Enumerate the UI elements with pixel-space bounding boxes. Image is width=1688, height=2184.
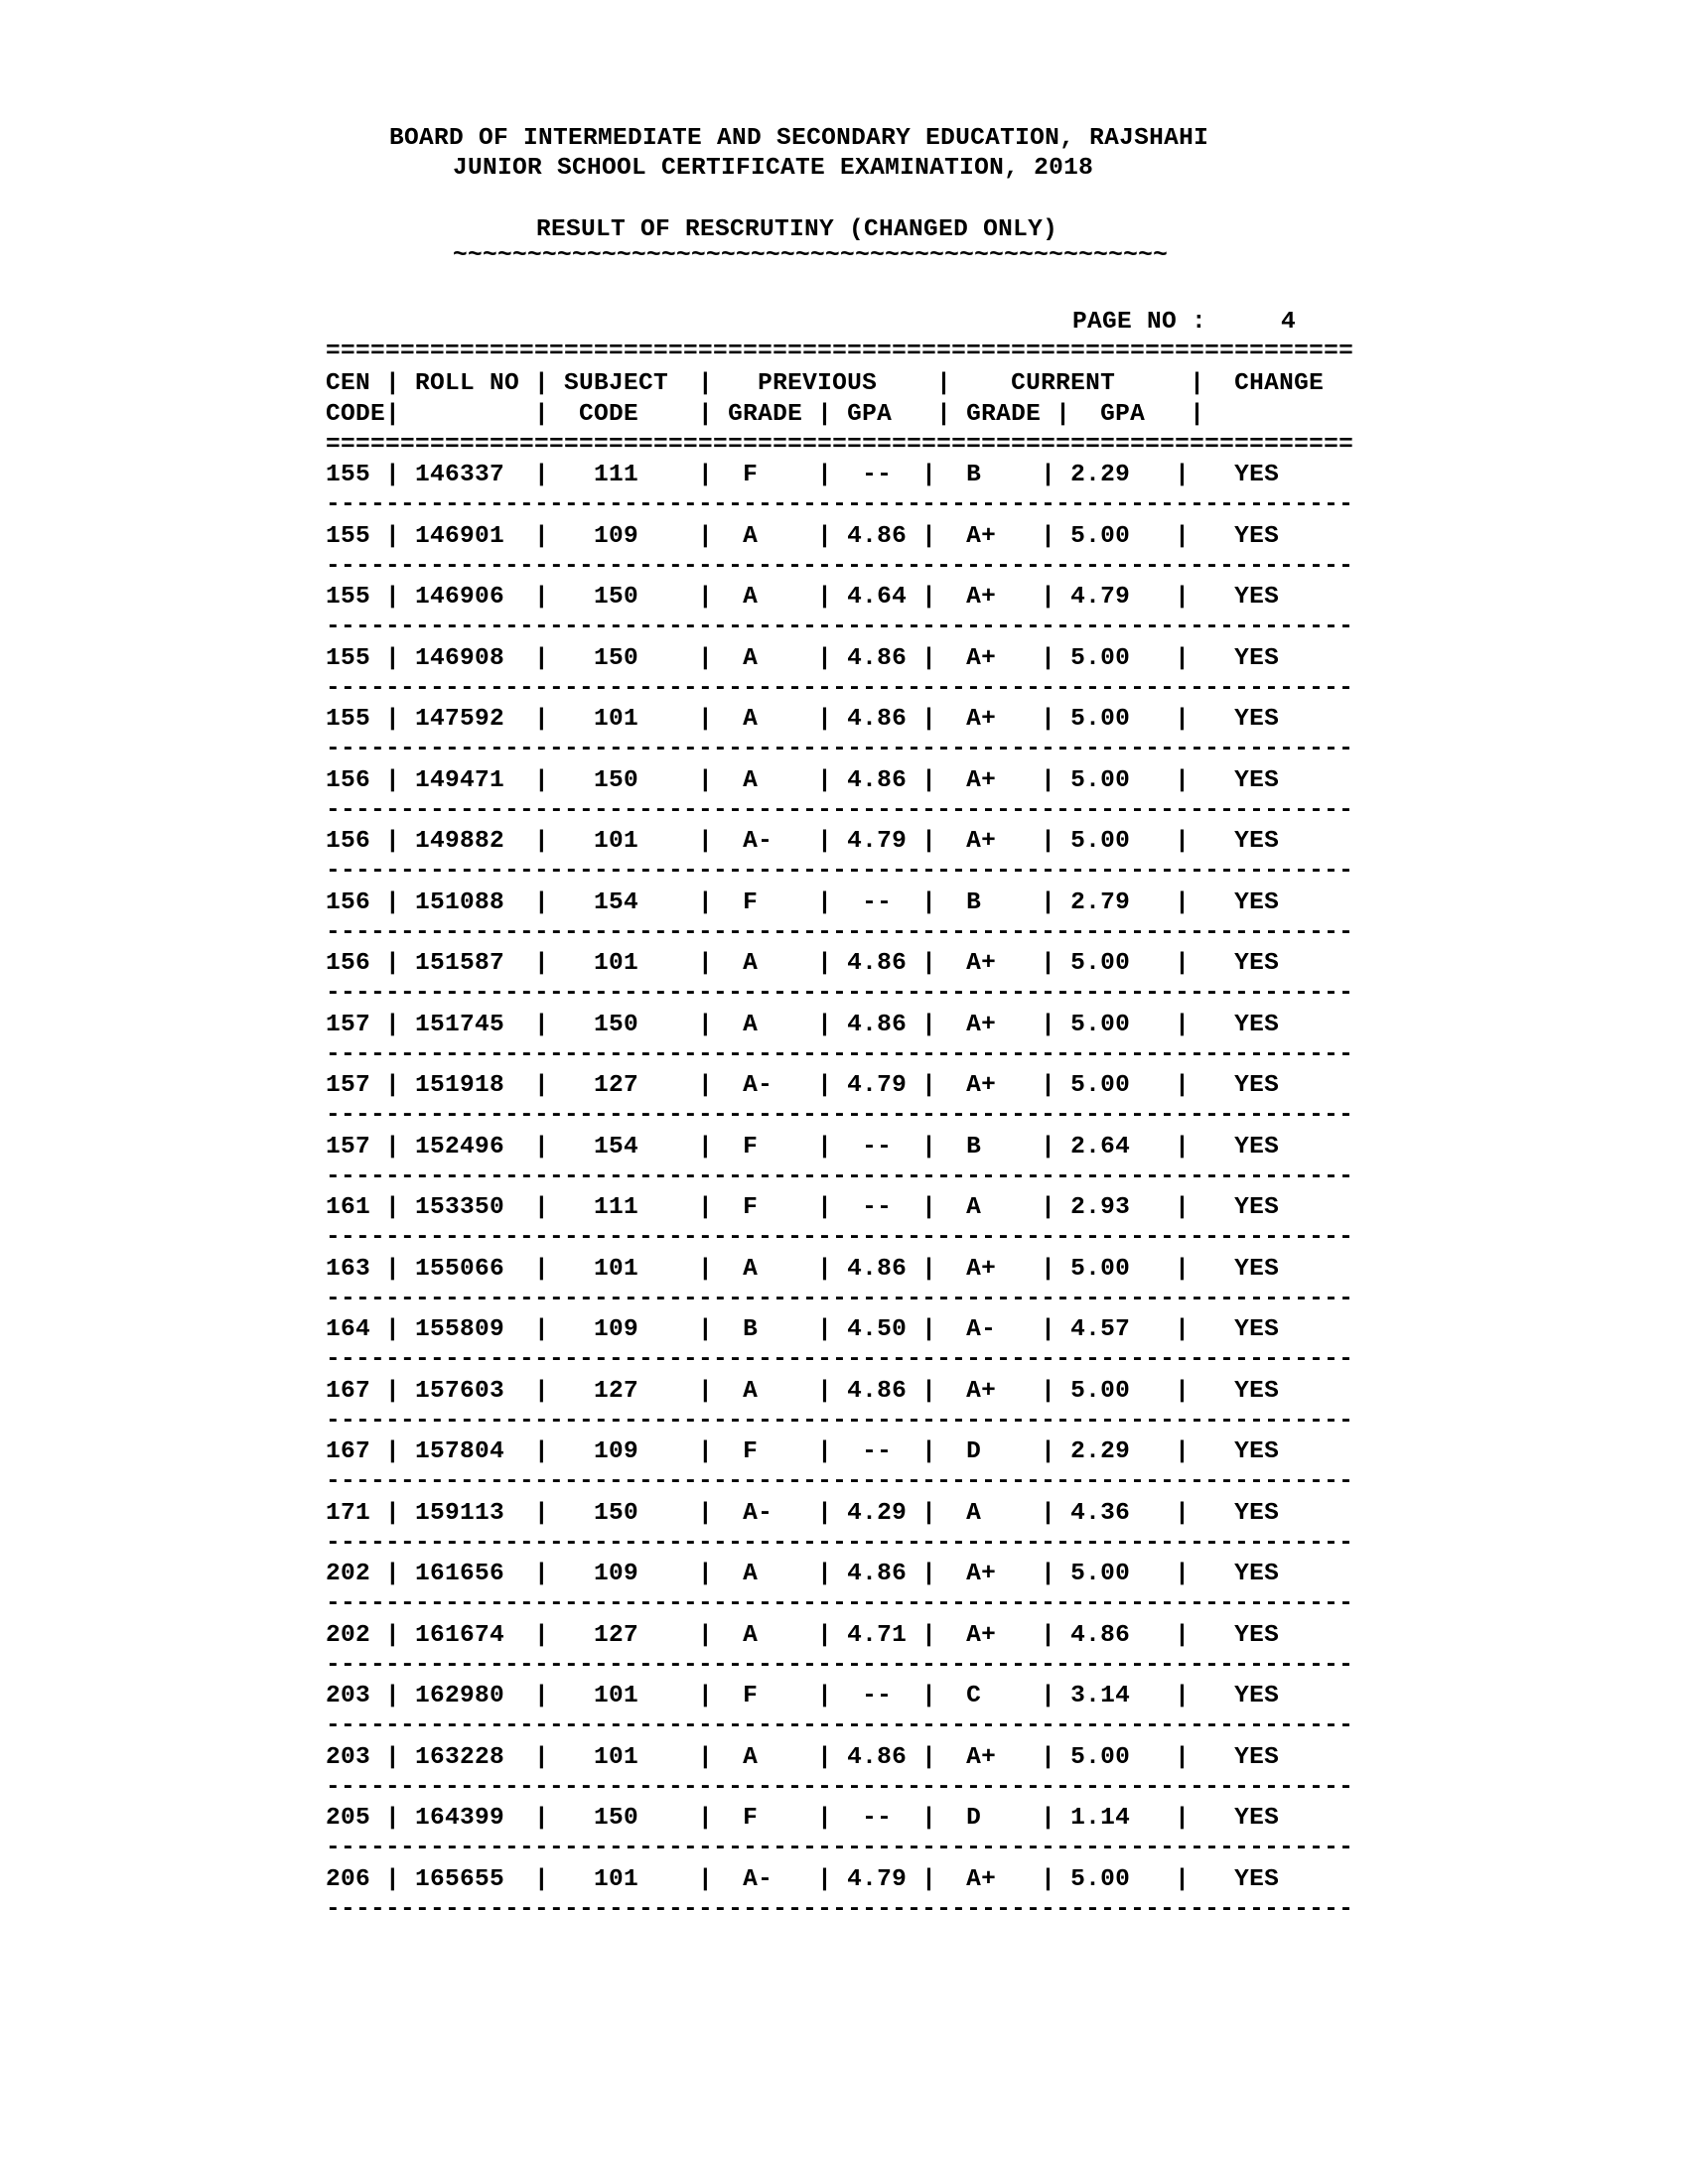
table-header-rule: ===================================================================== bbox=[326, 432, 1354, 459]
row-separator: --------------------------------------------------------------------- bbox=[326, 1102, 1354, 1129]
table-header-row-1: CEN | ROLL NO | SUBJECT | PREVIOUS | CURRENT | CHANGE bbox=[326, 370, 1325, 397]
row-separator: --------------------------------------------------------------------- bbox=[326, 1835, 1354, 1861]
row-separator: --------------------------------------------------------------------- bbox=[326, 614, 1354, 640]
result-title: RESULT OF RESCRUTINY (CHANGED ONLY) bbox=[536, 216, 1058, 243]
title-underline: ~~~~~~~~~~~~~~~~~~~~~~~~~~~~~~~~~~~~~~~~~~~~~~~~ bbox=[453, 242, 1169, 269]
table-row: 171 | 159113 | 150 | A- | 4.29 | A | 4.36 | YES bbox=[326, 1499, 1280, 1527]
table-row: 155 | 146337 | 111 | F | -- | B | 2.29 | YES bbox=[326, 462, 1280, 488]
row-separator: --------------------------------------------------------------------- bbox=[326, 1285, 1354, 1312]
table-row: 163 | 155066 | 101 | A | 4.86 | A+ | 5.00 | YES bbox=[326, 1255, 1280, 1283]
table-header-row-2: CODE| | CODE | GRADE | GPA | GRADE | GPA | bbox=[326, 401, 1205, 428]
row-separator: --------------------------------------------------------------------- bbox=[326, 1651, 1354, 1679]
row-separator: --------------------------------------------------------------------- bbox=[326, 918, 1354, 946]
row-separator: --------------------------------------------------------------------- bbox=[326, 491, 1354, 518]
row-separator: --------------------------------------------------------------------- bbox=[326, 796, 1354, 824]
row-separator: --------------------------------------------------------------------- bbox=[326, 1162, 1354, 1190]
row-separator: --------------------------------------------------------------------- bbox=[326, 1468, 1354, 1495]
row-separator: --------------------------------------------------------------------- bbox=[326, 1040, 1354, 1068]
table-row: 157 | 151745 | 150 | A | 4.86 | A+ | 5.00 | YES bbox=[326, 1011, 1280, 1038]
table-row: 157 | 151918 | 127 | A- | 4.79 | A+ | 5.00 | YES bbox=[326, 1072, 1280, 1099]
table-row: 157 | 152496 | 154 | F | -- | B | 2.64 | YES bbox=[326, 1133, 1280, 1160]
row-separator: --------------------------------------------------------------------- bbox=[326, 1590, 1354, 1617]
table-row: 167 | 157804 | 109 | F | -- | D | 2.29 | YES bbox=[326, 1438, 1280, 1465]
row-separator: --------------------------------------------------------------------- bbox=[326, 1529, 1354, 1557]
table-top-rule: ===================================================================== bbox=[326, 339, 1354, 365]
row-separator: --------------------------------------------------------------------- bbox=[326, 736, 1354, 762]
table-row: 206 | 165655 | 101 | A- | 4.79 | A+ | 5.00 | YES bbox=[326, 1865, 1280, 1893]
page-number: PAGE NO : 4 bbox=[1072, 309, 1297, 336]
table-row: 155 | 146901 | 109 | A | 4.86 | A+ | 5.00 | YES bbox=[326, 522, 1280, 550]
header-line-1: BOARD OF INTERMEDIATE AND SECONDARY EDUCATION, RAJSHAHI bbox=[389, 125, 1209, 152]
table-row: 161 | 153350 | 111 | F | -- | A | 2.93 | YES bbox=[326, 1194, 1280, 1221]
row-separator: --------------------------------------------------------------------- bbox=[326, 1895, 1354, 1923]
table-row: 156 | 151587 | 101 | A | 4.86 | A+ | 5.00 | YES bbox=[326, 950, 1280, 977]
row-separator: --------------------------------------------------------------------- bbox=[326, 674, 1354, 702]
table-row: 155 | 147592 | 101 | A | 4.86 | A+ | 5.00 | YES bbox=[326, 706, 1280, 733]
row-separator: --------------------------------------------------------------------- bbox=[326, 1773, 1354, 1801]
table-row: 156 | 151088 | 154 | F | -- | B | 2.79 | YES bbox=[326, 888, 1280, 916]
row-separator: --------------------------------------------------------------------- bbox=[326, 1346, 1354, 1373]
table-row: 205 | 164399 | 150 | F | -- | D | 1.14 | YES bbox=[326, 1805, 1280, 1832]
row-separator: --------------------------------------------------------------------- bbox=[326, 1407, 1354, 1434]
row-separator: --------------------------------------------------------------------- bbox=[326, 1712, 1354, 1739]
table-row: 203 | 163228 | 101 | A | 4.86 | A+ | 5.00 | YES bbox=[326, 1743, 1280, 1771]
table-row: 203 | 162980 | 101 | F | -- | C | 3.14 | YES bbox=[326, 1683, 1280, 1709]
table-row: 202 | 161656 | 109 | A | 4.86 | A+ | 5.00 | YES bbox=[326, 1561, 1280, 1587]
table-row: 164 | 155809 | 109 | B | 4.50 | A- | 4.57 | YES bbox=[326, 1316, 1280, 1343]
row-separator: --------------------------------------------------------------------- bbox=[326, 858, 1354, 885]
table-row: 155 | 146908 | 150 | A | 4.86 | A+ | 5.00 | YES bbox=[326, 644, 1280, 672]
table-row: 156 | 149471 | 150 | A | 4.86 | A+ | 5.00 | YES bbox=[326, 766, 1280, 794]
row-separator: --------------------------------------------------------------------- bbox=[326, 1224, 1354, 1251]
table-row: 155 | 146906 | 150 | A | 4.64 | A+ | 4.79 | YES bbox=[326, 584, 1280, 611]
table-row: 202 | 161674 | 127 | A | 4.71 | A+ | 4.86 | YES bbox=[326, 1621, 1280, 1649]
row-separator: --------------------------------------------------------------------- bbox=[326, 980, 1354, 1007]
table-row: 156 | 149882 | 101 | A- | 4.79 | A+ | 5.00 | YES bbox=[326, 828, 1280, 855]
row-separator: --------------------------------------------------------------------- bbox=[326, 552, 1354, 580]
table-row: 167 | 157603 | 127 | A | 4.86 | A+ | 5.00 | YES bbox=[326, 1377, 1280, 1405]
header-line-2: JUNIOR SCHOOL CERTIFICATE EXAMINATION, 2018 bbox=[453, 155, 1094, 182]
